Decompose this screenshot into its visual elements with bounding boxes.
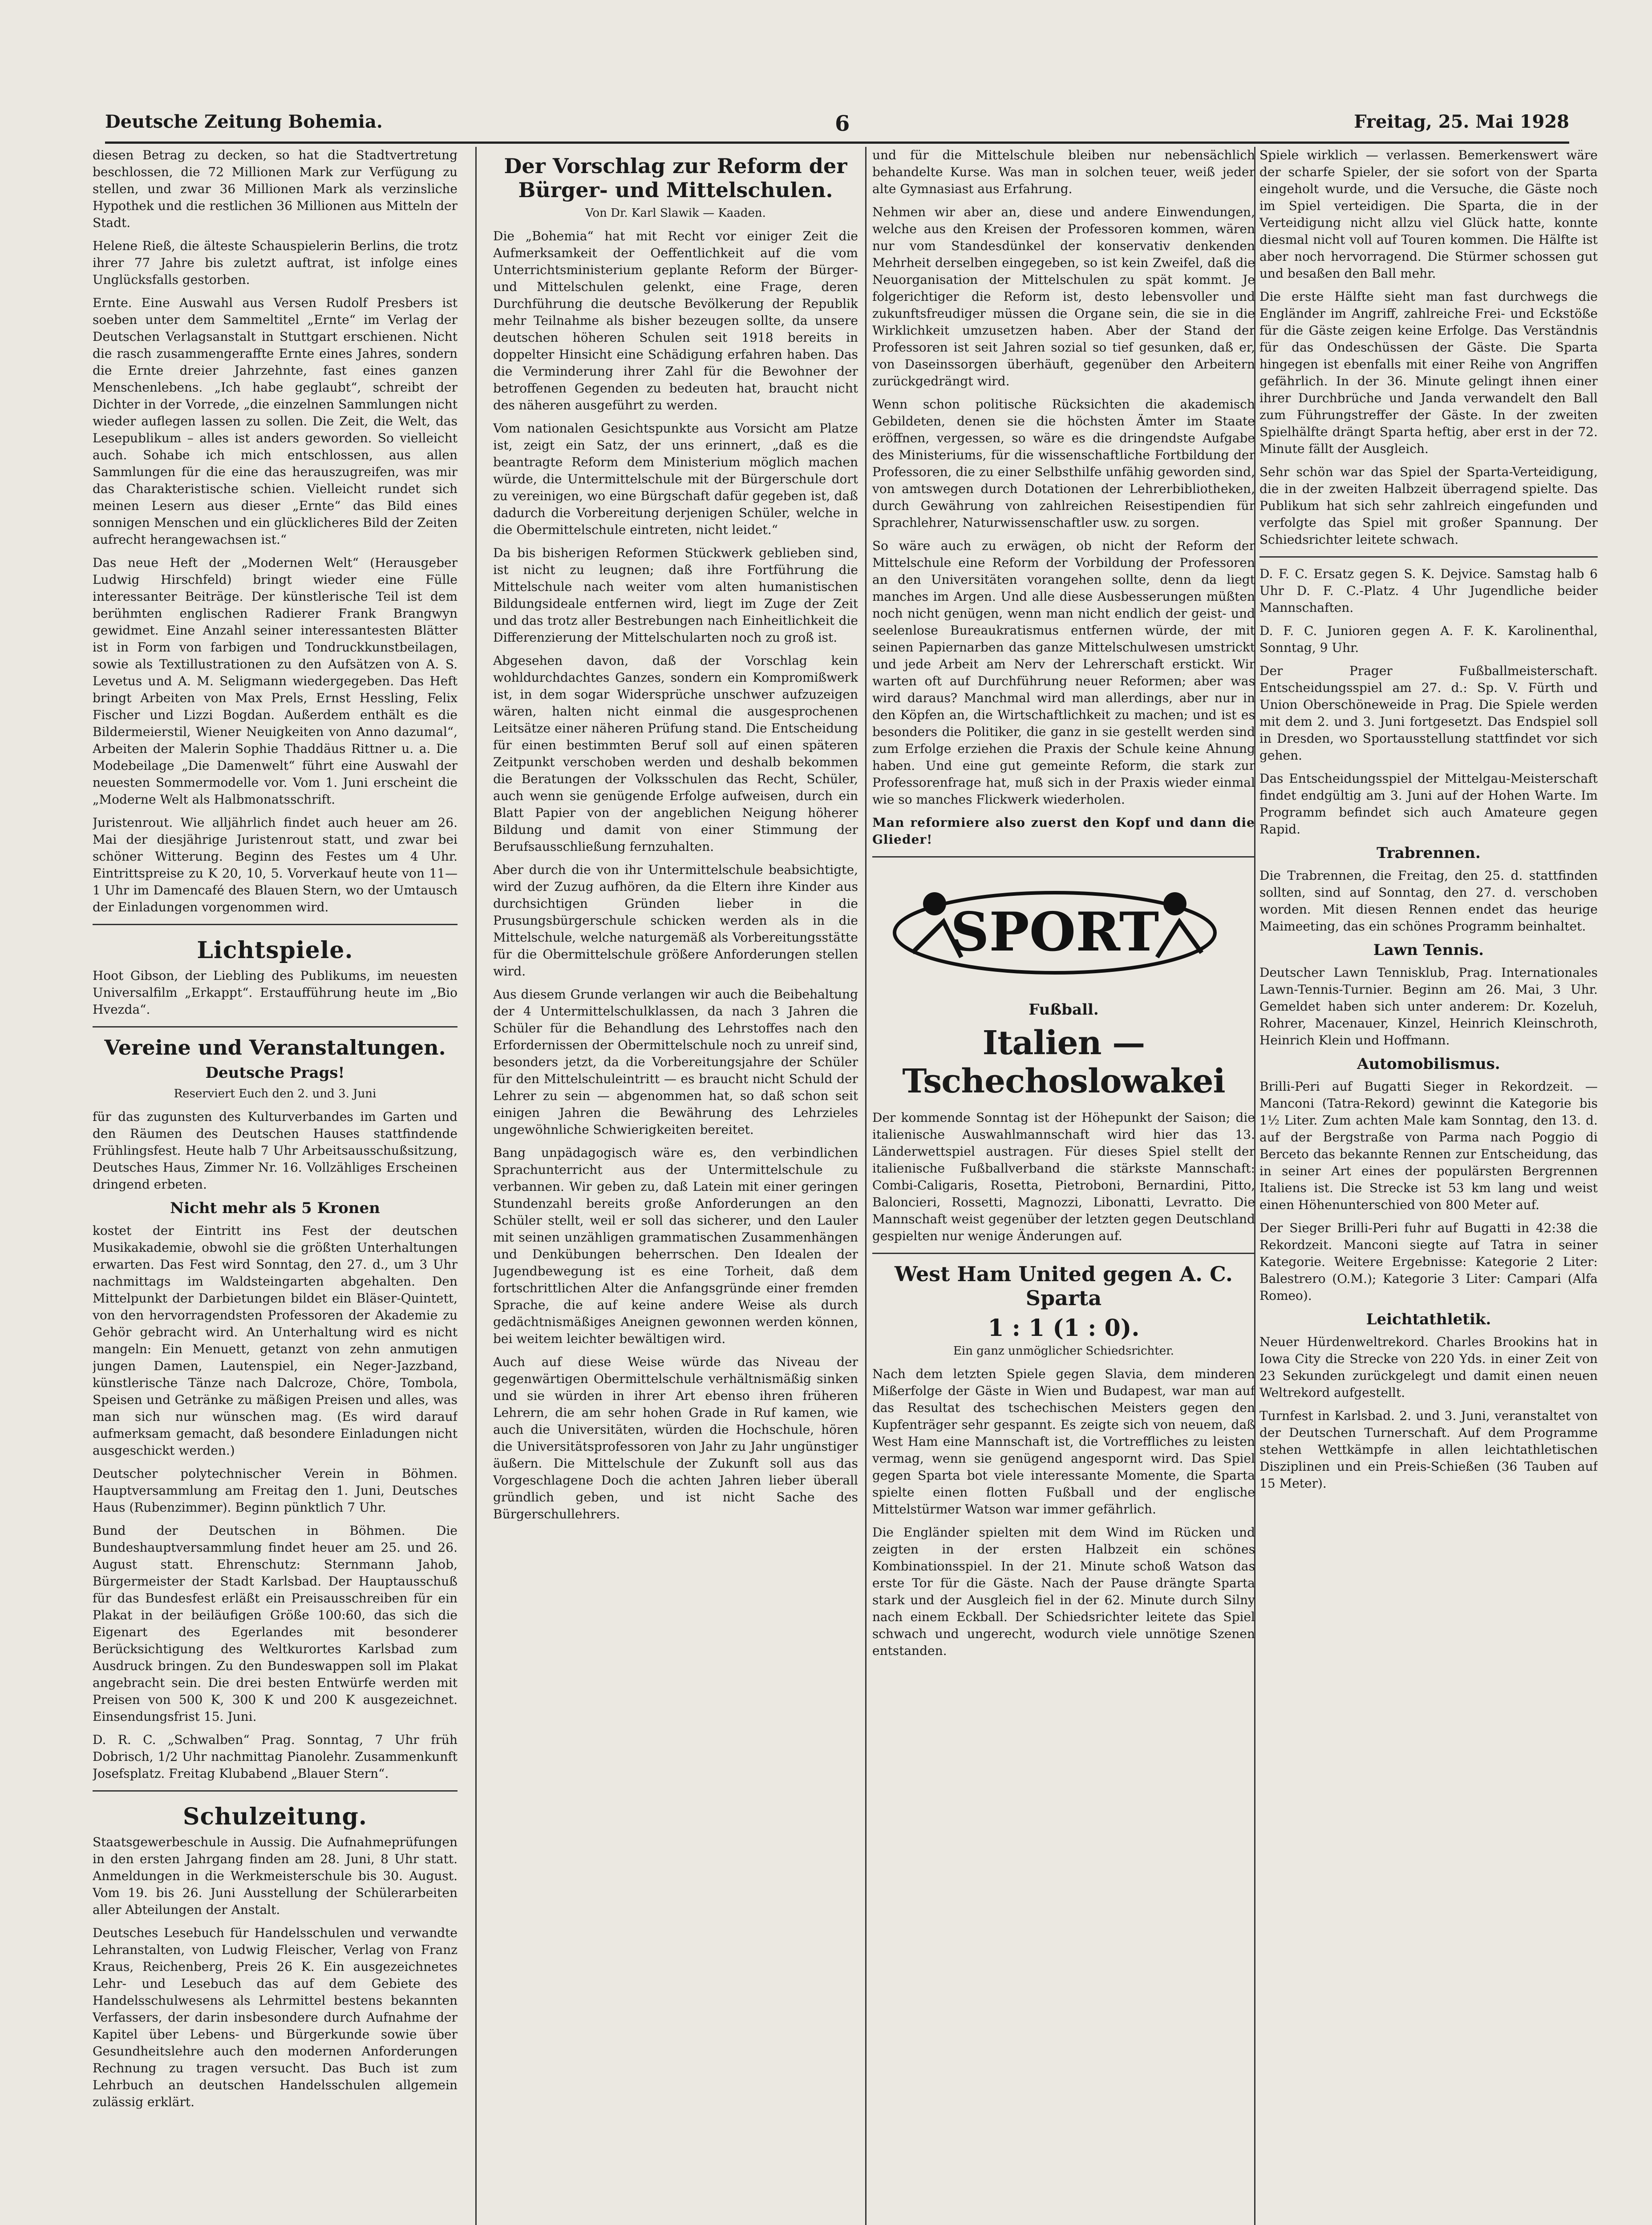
article-author: Von Dr. Karl Slawik — Kaaden. — [585, 206, 766, 220]
article-paragraph: D. R. C. „Schwalben“ Prag. Sonntag, 7 Uhr früh Dobrisch, 1/2 Uhr nachmittag Pianolehr. Zusammenkunft Josefsplatz. Freitag Klubabend „Blauer Stern“. — [93, 1732, 458, 1781]
article-paragraph: Aus diesem Grunde verlangen wir auch die Beibehaltung der 4 Untermittelschulklassen, da nach 3 Jahren die Schüler für die Behandlung des Lehrstoffes nach den Erfordernissen der Obermittelschule noch zu unreif sind, besonders jetzt, da die Vorbereitungsjahre der Schüler für den Mittelschuleintritt — es braucht nicht Schuld der Lehrer zu sein — abgenommen hat, so daß schon seit einigen Jahren die Bewährung des Lehrzieles ungewöhnliche Schwierigkeiten bereitet. — [493, 987, 858, 1137]
sport-logo — [872, 873, 1237, 984]
article-paragraph: Spiele wirklich — verlassen. Bemerkenswert wäre der scharfe Spieler, der sie sofort von der Sparta eingeholt wurde, und die Versuche, die Gäste noch im Spiel verteidigen. Die Sparta, die in der Verteidigung nicht allzu viel Glück hatte, konnte diesmal nicht voll auf Touren kommen. Die Hälfte ist aber noch hervorragend. Die Stürmer schossen gut und besaßen den Ball mehr. — [1259, 148, 1598, 281]
section-rule — [1259, 556, 1598, 558]
article-paragraph: Der Prager Fußballmeisterschaft. Entscheidungsspiel am 27. d.: Sp. V. Fürth und Union Oberschöneweide in Prag. Die Spiele werden mit dem 2. und 3. Juni fortgesetzt. Das Endspiel soll in Dresden, wo Sportausstellung stattfindet vor sich gehen. — [1259, 663, 1598, 763]
column-divider — [475, 147, 477, 2225]
article-paragraph: diesen Betrag zu decken, so hat die Stadtvertretung beschlossen, die 72 Millionen Mark zur Verfügung zu stellen, und zwar 36 Millionen Mark als verzinsliche Hypothek und die restlichen 36 Millionen aus Mitteln der Stadt. — [93, 148, 458, 230]
article-paragraph: Man reformiere also zuerst den Kopf und dann die Glieder! — [872, 815, 1255, 847]
article-title: Der Vorschlag zur Reform der Bürger- und Mittelschulen. — [504, 154, 847, 202]
section-heading: Vereine und Veranstaltungen. — [104, 1036, 446, 1060]
article-paragraph: Staatsgewerbeschule in Aussig. Die Aufnahmeprüfungen in den ersten Jahrgang finden am 28. Juni, 8 Uhr statt. Anmeldungen in die Werkmeisterschule bis 30. August. Vom 19. bis 26. Juni Ausstellung der Schülerarbeiten aller Abteilungen der Anstalt. — [93, 1835, 458, 1917]
article-paragraph: D. F. C. Ersatz gegen S. K. Dejvice. Samstag halb 6 Uhr D. F. C.-Platz. 4 Uhr Jugendliche beider Mannschaften. — [1259, 566, 1598, 615]
section-rule — [93, 1790, 458, 1792]
article-paragraph: Das neue Heft der „Modernen Welt“ (Herausgeber Ludwig Hirschfeld) bringt wieder eine Fülle interessanter Beiträge. Der künstlerische Teil ist dem berühmten englischen Radierer Frank Brangwyn gewidmet. Eine Anzahl seiner interessantesten Blätter ist in Form von farbigen und Tondruckkunstbeilagen, sowie als Textillustrationen zu den Aufsätzen von A. S. Levetus und A. M. Seligmann wiedergegeben. Das Heft bringt Arbeiten von Max Prels, Ernst Hessling, Felix Fischer und Lizzi Bogdan. Außerdem enthält es die Bildermeierstil, Wiener Neuigkeiten von Anno dazumal“, Arbeiten der Malerin Sophie Thaddäus Rittner u. a. Die Modebeilage „Die Damenwelt“ führt eine Auswahl der neuesten Sommermodelle vor. Vom 1. Juni erscheint die „Moderne Welt als Halbmonatsschrift. — [93, 555, 458, 807]
article-paragraph: Deutsches Lesebuch für Handelsschulen und verwandte Lehranstalten, von Ludwig Fleischer, Verlag von Franz Kraus, Reichenberg, Preis 26 K. Ein ausgezeichnetes Lehr- und Lesebuch das auf dem Gebiete des Handelsschulwesens als Lehrmittel bestens bekannten Verfassers, der darin insbesondere durch Aufnahme der Kapitel über Lebens- und Bürgerkunde sowie über Gesundheitslehre auch den modernen Anforderungen Rechnung zu tragen versucht. Das Buch ist zum Lehrbuch an deutschen Handelsschulen allgemein zulässig erklärt. — [93, 1926, 458, 2109]
article-paragraph: Da bis bisherigen Reformen Stückwerk geblieben sind, ist nicht zu leugnen; daß ihre Fortführung die Mittelschule nach weiter vom alten humanistischen Bildungsideale entfernen wird, liegt im Zuge der Zeit und das trotz aller Bestrebungen nach Einheitlichkeit die Differenzierung der Mittelschularten noch zu groß ist. — [493, 546, 858, 645]
section-heading: Trabrennen. — [1377, 844, 1481, 862]
section-heading: Schulzeitung. — [182, 1803, 368, 1830]
article-paragraph: Der Sieger Brilli-Peri fuhr auf Bugatti in 42:38 die Rekordzeit. Manconi siegte auf Tatra in seiner Kategorie. Weitere Ergebnisse: Kategorie 2 Liter: Balestrero (O.M.); Kategorie 3 Liter: Campari (Alfa Romeo). — [1259, 1221, 1598, 1303]
article-paragraph: für das zugunsten des Kulturverbandes im Garten und den Räumen des Deutschen Hauses stattfindende Frühlingsfest. Heute halb 7 Uhr Arbeitsausschußsitzung, Deutsches Haus, Zimmer Nr. 16. Vollzähliges Erscheinen dringend erbeten. — [93, 1109, 458, 1192]
section-rule — [872, 1253, 1255, 1254]
column-3 — [872, 147, 1255, 2225]
column-1 — [93, 147, 458, 2225]
article-paragraph: Hoot Gibson, der Liebling des Publikums, im neuesten Universalfilm „Erkappt“. Erstaufführung heute im „Bio Hvezda“. — [93, 968, 458, 1017]
article-heading: Nicht mehr als 5 Kronen — [170, 1199, 380, 1217]
article-subheading: Reserviert Euch den 2. und 3. Juni — [174, 1087, 377, 1100]
article-paragraph: Nehmen wir aber an, diese und andere Einwendungen, welche aus den Kreisen der Professoren kommen, wären nur vom Standesdünkel der konservativ denkenden Mehrheit derselben eingegeben, so ist kein Zweifel, daß die Neuorganisation der Mittelschulen zu spät kommt. Je folgerichtiger die Reform ist, desto lebensvoller und zukunftsfreudiger müssen die Organe sein, die sie in die Wirklichkeit umzusetzen haben. Aber der Stand der Professoren ist seit Jahren sozial so tief gesunken, daß er, von Daseinssorgen überhäuft, gegenüber den Arbeitern zurückgedrängt wird. — [872, 205, 1255, 388]
section-heading: Fußball. — [1028, 1001, 1099, 1019]
article-subheading: Ein ganz unmöglicher Schiedsrichter. — [953, 1344, 1174, 1358]
article-paragraph: Deutscher Lawn Tennisklub, Prag. Internationales Lawn-Tennis-Turnier. Beginn am 26. Mai, 3 Uhr. Gemeldet haben sich unter anderem: Dr. Kozeluh, Rohrer, Macenauer, Kinzel, Heinrich Kleinschroth, Heinrich Klein und Hoffmann. — [1259, 965, 1598, 1048]
article-paragraph: Deutscher polytechnischer Verein in Böhmen. Hauptversammlung am Freitag den 1. Juni, Deutsches Haus (Rubenzimmer). Beginn pünktlich 7 Uhr. — [93, 1466, 458, 1515]
article-paragraph: Ernte. Eine Auswahl aus Versen Rudolf Presbers ist soeben unter dem Sammeltitel „Ernte“ im Verlag der Deutschen Verlagsanstalt in Stuttgart erschienen. Nicht die rasch zusammengeraffte Ernte eines Jahres, sondern die Ernte dreier Jahrzehnte, fast eines ganzen Menschenlebens. „Ich habe geglaubt“, schreibt der Dichter in der Vorrede, „die einzelnen Sammlungen nicht wieder auflegen lassen zu sollen. Die Zeit, die Welt, das Lesepublikum – alles ist anders geworden. So vielleicht auch. Sohabe ich mich entschlossen, aus allen Sammlungen für die eine das herauszugreifen, was mir das Charakteristische schien. Vielleicht rundet sich meinen Lesern aus dieser „Ernte“ das Bild eines sonnigen Menschen und ein glücklicheres Bild der Zeiten aufrecht herangewachsen ist.“ — [93, 295, 458, 547]
article-paragraph: Nach dem letzten Spiele gegen Slavia, dem minderen Mißerfolge der Gäste in Wien und Budapest, war man auf das Resultat des tschechischen Meisters gegen den Kupfenträger sehr gespannt. Es zeigte sich von neuem, daß West Ham eine Mannschaft ist, die Vortreffliches zu leisten vermag, wenn sie genügend angespornt wird. Das Spiel gegen Sparta bot viele interessante Momente, die Sparta spielte einen flotten Fußball und der englische Mittelstürmer Watson war immer gefährlich. — [872, 1367, 1255, 1517]
article-paragraph: Die Trabrennen, die Freitag, den 25. d. stattfinden sollten, sind auf Sonntag, den 27. d. verschoben worden. Mit diesen Rennen endet das heurige Maimeeting, das ein schönes Programm beinhaltet. — [1259, 868, 1598, 934]
section-heading: Lichtspiele. — [197, 937, 353, 964]
article-paragraph: kostet der Eintritt ins Fest der deutschen Musikakademie, obwohl sie die größten Unterhaltungen erwarten. Das Fest wird Sonntag, den 27. d., um 3 Uhr nachmittags im Waldsteingarten abgehalten. Den Mittelpunkt der Darbietungen bildet ein Bläser-Quintett, von den hervorragendsten Professoren der Akademie zu Gehör gebracht wird. An Unterhaltung wird es nicht mangeln: Ein Menuett, getanzt von zehn anmutigen jungen Damen, Lautenspiel, ein Neger-Jazzband, künstlerische Tänze nach Dalcroze, Chöre, Tombola, Speisen und Getränke zu mäßigen Preisen und alles, was man sich nur wünschen mag. (Es wird darauf aufmerksam gemacht, daß besondere Einladungen nicht ausgeschickt werden.) — [93, 1223, 458, 1458]
section-heading: Lawn Tennis. — [1373, 941, 1484, 959]
section-rule — [93, 924, 458, 925]
column-divider — [865, 147, 866, 2225]
article-paragraph: D. F. C. Junioren gegen A. F. K. Karolinenthal, Sonntag, 9 Uhr. — [1259, 623, 1598, 655]
article-heading: Deutsche Prags! — [205, 1064, 345, 1082]
article-paragraph: Sehr schön war das Spiel der Sparta-Verteidigung, die in der zweiten Halbzeit überragend spielte. Das Publikum hat sich sehr zahlreich eingefunden und verfolgte das Spiel mit großer Spannung. Der Schiedsrichter leitete schwach. — [1259, 465, 1598, 547]
article-paragraph: Bang unpädagogisch wäre es, den verbindlichen Sprachunterricht aus der Untermittelschule zu verbannen. Wir geben zu, daß Latein mit einer geringen Stundenzahl bereits große Anforderungen an den Schüler stellt, weil er soll das sicherer, und den Lauler mit seinen unzähligen grammatischen Zusammenhängen und Denkübungen beherrschen. Den Idealen der Jugendbewegung ist es eine Torheit, daß dem fortschrittlichen Alter die Anfangsgründe einer fremden Sprache, die auf keine andere Weise als durch gedächtnismäßiges Aneignen gewonnen werden können, bei weitem leichter bewältigen wird. — [493, 1145, 858, 1346]
article-paragraph: Der kommende Sonntag ist der Höhepunkt der Saison; die italienische Auswahlmannschaft wird hier das 13. Länderwettspiel austragen. Für dieses Spiel stellt der italienische Fußballverband die stärkste Mannschaft: Combi-Caligaris, Rosetta, Pietroboni, Bernardini, Pitto, Baloncieri, Rossetti, Magnozzi, Libonatti, Levratto. Die Mannschaft weist gegenüber der letzten gegen Deutschland gespielten nur wenige Änderungen auf. — [872, 1110, 1255, 1243]
sport-logo-text: SPORT — [950, 901, 1159, 963]
newspaper-title: Deutsche Zeitung Bohemia. — [105, 111, 383, 132]
article-paragraph: Neuer Hürdenweltrekord. Charles Brookins hat in Iowa City die Strecke von 220 Yds. in einer Zeit von 23 Sekunden zurückgelegt und damit einen neuen Weltrekord aufgestellt. — [1259, 1335, 1598, 1400]
article-paragraph: Auch auf diese Weise würde das Niveau der gegenwärtigen Obermittelschule verhältnismäßig sinken und sie würden in ihrer Art ebenso ihren früheren Lehrern, die am sehr hohen Grade in Ruf kamen, wie auch die Universitäten, würden die Hochschule, hören die Universitätsprofessoren von Jahr zu Jahr ungünstiger äußern. Die Mittelschule der Zukunft soll aus das Vorgeschlagene Doch die achten Jahren lieber überall gründlich geben, und ist nicht Sache des Bürgerschullehrers. — [493, 1355, 858, 1521]
article-paragraph: Wenn schon politische Rücksichten die akademisch Gebildeten, denen sie die höchsten Ämter im Staate eröffnen, vergessen, so wäre es die dringendste Aufgabe des Ministeriums, für die wissenschaftliche Fortbildung der Professoren, die zu einer Selbsthilfe unfähig geworden sind, von amtswegen durch Dotationen der Lehrerbibliotheken, durch Gewährung von zahlreichen Reisestipendien für Sprachlehrer, Naturwissenschaftler usw. zu sorgen. — [872, 397, 1255, 530]
match-title: West Ham United gegen A. C. Sparta — [895, 1262, 1233, 1310]
page-number: 6 — [835, 111, 850, 136]
article-paragraph: Bund der Deutschen in Böhmen. Die Bundeshauptversammlung findet heuer am 25. und 26. August statt. Ehrenschutz: Sternmann Jahob, Bürgermeister der Stadt Karlsbad. Der Hauptausschuß für das Bundesfest erläßt ein Preisausschreiben für ein Plakat in der beiläufigen Größe 100:60, das sich die Eigenart des Egerlandes mit besonderer Berücksichtigung des Weltkurortes Karlsbad zum Ausdruck bringen. Zu den Bundeswappen soll im Plakat angebracht sein. Die drei besten Entwürfe werden mit Preisen von 500 K, 300 K und 200 K ausgezeichnet. Einsendungsfrist 15. Juni. — [93, 1523, 458, 1724]
section-rule — [872, 856, 1255, 858]
article-paragraph: und für die Mittelschule bleiben nur nebensächlich behandelte Kurse. Was man in solchen teuer, weiß jeder alte Gymnasiast aus Erfahrung. — [872, 148, 1255, 196]
match-headline: Italien — Tschechoslowakei — [902, 1024, 1225, 1100]
article-paragraph: Die erste Hälfte sieht man fast durchwegs die Engländer im Angriff, zahlreiche Frei- und Eckstöße für die Gäste zeigen keine Erfolge. Das Verständnis für das Ondeschüssen der Gäste. Die Sparta hingegen ist ebenfalls mit einer Reihe von Angriffen gefährlich. In der 36. Minute gelingt ihnen einer ihrer Durchbrüche und Janda verwandelt den Ball zum Führungstreffer der Gäste. In der zweiten Spielhälfte drängt Sparta heftig, aber erst in der 72. Minute fällt der Ausgleich. — [1259, 289, 1598, 456]
article-paragraph: Abgesehen davon, daß der Vorschlag kein wohldurchdachtes Ganzes, sondern ein Kompromißwerk ist, in dem sogar Widersprüche unschwer aufzuzeigen wären, halten nicht einmal die ausgesprochenen Leitsätze einer näheren Prüfung stand. Die Entscheidung für einen bestimmten Beruf soll auf einen späteren Zeitpunkt verschoben werden und deshalb bekommen die Beratungen der Volksschulen das Recht, Schüler, auch wenn sie genügende Erfolge aufweisen, durch ein Blatt Papier von der angeblichen Neigung höherer Bildung und damit von einer Stimmung der Berufsausschließung fernzuhalten. — [493, 653, 858, 854]
article-paragraph: Brilli-Peri auf Bugatti Sieger in Rekordzeit. — Manconi (Tatra-Rekord) gewinnt die Kategorie bis 1½ Liter. Zum achten Male kam Sonntag, den 13. d. auf der Bergstraße von Parma nach Poggio di Berceto das bekannte Rennen zur Entscheidung, das in seiner Art eines der populärsten Bergrennen Italiens ist. Die Strecke ist 53 km lang und weist einen Höhenunterschied von 800 Meter auf. — [1259, 1079, 1598, 1212]
section-heading: Leichtathletik. — [1366, 1311, 1491, 1328]
section-rule — [93, 1026, 458, 1028]
article-paragraph: Die „Bohemia“ hat mit Recht vor einiger Zeit die Aufmerksamkeit der Oeffentlichkeit auf die vom Unterrichtsministerium geplante Reform der Bürger- und Mittelschulen gelenkt, eine Frage, deren Durchführung die deutsche Bevölkerung der Republik mehr Teilnahme als bisher bezeugen sollte, da unsere deutschen höheren Schulen seit 1918 bereits in doppelter Hinsicht eine Schädigung erfahren haben. Das die Verminderung ihrer Zahl für die Bewohner der betroffenen Gegenden zu bedeuten hat, braucht nicht des näheren ausgeführt zu werden. — [493, 229, 858, 413]
article-paragraph: Juristenrout. Wie alljährlich findet auch heuer am 26. Mai der diesjährige Juristenrout statt, und zwar bei schöner Witterung. Beginn des Festes um 4 Uhr. Eintrittspreise zu K 20, 10, 5. Vorverkauf heute von 11—1 Uhr im Damencafé des Blauen Stern, wo der Umtausch der Einladungen vorgenommen wird. — [93, 815, 458, 914]
header-rule — [105, 142, 1569, 144]
issue-date: Freitag, 25. Mai 1928 — [1354, 111, 1569, 132]
match-score: 1 : 1 (1 : 0). — [988, 1315, 1140, 1342]
column-2 — [493, 147, 858, 2225]
article-paragraph: Aber durch die von ihr Untermittelschule beabsichtigte, wird der Zuzug aufhören, da die Eltern ihre Kinder aus durchsichtigen Gründen lieber in die Prusungsbürgerschule schicken werden als in die Mittelschule, welche naturgemäß als Vorbereitungsstätte für die Obermittelschule größere Anforderungen stellen wird. — [493, 862, 858, 979]
article-paragraph: Helene Rieß, die älteste Schauspielerin Berlins, die trotz ihrer 77 Jahre bis zuletzt auftrat, ist infolge eines Unglücksfalls gestorben. — [93, 239, 458, 287]
column-4 — [1259, 147, 1598, 2225]
article-paragraph: Die Engländer spielten mit dem Wind im Rücken und zeigten in der ersten Halbzeit ein schönes Kombinationsspiel. In der 21. Minute schoß Watson das erste Tor für die Gäste. Nach der Pause drängte Sparta stark und der Ausgleich fiel in der 62. Minute durch Silny nach einem Eckball. Der Schiedsrichter leitete das Spiel schwach und ungerecht, wodurch viele unnötige Szenen entstanden. — [872, 1525, 1255, 1658]
article-paragraph: Das Entscheidungsspiel der Mittelgau-Meisterschaft findet endgültig am 3. Juni auf der Hohen Warte. Im Programm befindet sich auch Amateure gegen Rapid. — [1259, 771, 1598, 837]
article-paragraph: Turnfest in Karlsbad. 2. und 3. Juni, veranstaltet von der Deutschen Turnerschaft. Auf dem Programme stehen Wettkämpfe in allen leichtathletischen Disziplinen und ein Preis-Schießen (36 Tauben auf 15 Meter). — [1259, 1408, 1598, 1491]
article-paragraph: Vom nationalen Gesichtspunkte aus Vorsicht am Platze ist, zeigt ein Satz, der uns erinnert, „daß es die beantragte Reform dem Ministerium möglich machen würde, die Untermittelschule mit der Bürgerschule dort zu vereinigen, wo eine Bürgschaft dafür gegeben ist, daß dadurch die Vorbereitung derjenigen Schüler, welche in die Obermittelschule eintreten, nicht leidet.“ — [493, 421, 858, 537]
section-heading: Automobilismus. — [1357, 1055, 1500, 1073]
article-paragraph: So wäre auch zu erwägen, ob nicht der Reform der Mittelschule eine Reform der Vorbildung der Professoren an den Universitäten vorangehen sollte, denn da liegt manches im Argen. Und alle diese Ausbesserungen müßten noch nicht genügen, wenn man nicht endlich der geist- und seelenlose Bureaukratismus entfernen würde, der mit seinen Papiernarben das ganze Mittelschulwesen umstrickt und jede Arbeit am Nerv der Lehrerschaft erstickt. Wir warten oft auf Durchführung neuer Reformen; aber was wird daraus? Manchmal wird man allerdings, aber nur in den Köpfen an, die Wirtschaftlichkeit zu machen; und ist es besonders die Politiker, die ganz in sie gestellt werden sind zum Erfolge erziehen die Praxis der Schule keine Ahnung haben. Und eine gut gemeinte Reform, die stark zur Professorenfrage hat, muß sich in der Praxis wieder einmal wie so manches Flickwerk wiederholen. — [872, 538, 1255, 807]
